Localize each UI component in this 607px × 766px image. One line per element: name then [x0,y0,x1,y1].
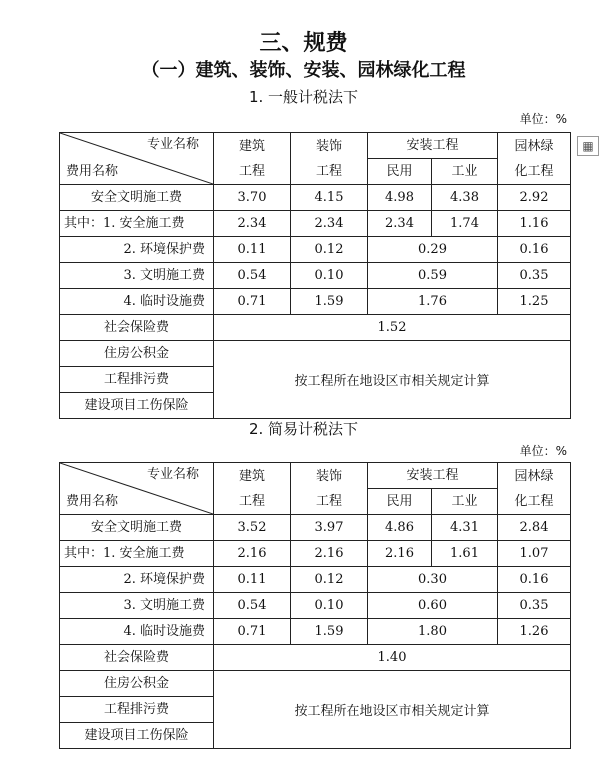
row-name: 建设项目工伤保险 [60,393,214,419]
row-name: 建设项目工伤保险 [60,723,214,749]
value-cell: 4.86 [368,515,432,541]
table-row [60,211,571,237]
value-cell: 0.35 [498,593,571,619]
value-cell: 4.98 [368,185,432,211]
row-name: 安全文明施工费 [60,185,214,211]
header-zhuangshi: 装饰 工程 [291,133,368,185]
header-zhuangshi: 装饰 工程 [291,463,368,515]
row-name: 工程排污费 [60,367,214,393]
fee-table [59,132,571,419]
row-name: 工程排污费 [60,697,214,723]
value-cell: 1.07 [498,541,571,567]
row-name: 住房公积金 [60,671,214,697]
value-cell: 2.16 [291,541,368,567]
header-anzhuang: 安装工程 [368,463,498,489]
row-name: 安全文明施工费 [60,515,214,541]
value-cell: 1.52 [214,315,571,341]
value-cell: 0.12 [291,567,368,593]
value-cell: 1.40 [214,645,571,671]
value-cell: 1.80 [368,619,498,645]
diagonal-header-cell [60,463,214,515]
table-row [60,645,571,671]
value-cell: 3.52 [214,515,291,541]
page-subtitle: （一）建筑、装饰、安装、园林绿化工程 [141,60,466,81]
table-row [60,289,571,315]
value-cell: 1.76 [368,289,498,315]
table-row [60,237,571,263]
header-yuanlin: 园林绿 化工程 [498,133,571,185]
table-header-row [60,133,571,159]
value-cell: 1.59 [291,619,368,645]
value-cell: 2.34 [368,211,432,237]
row-name: 2. 环境保护费 [60,237,214,263]
table-row [60,593,571,619]
table-row [60,315,571,341]
table-header-row [60,463,571,489]
header-gongye: 工业 [432,489,498,515]
value-cell: 0.10 [291,263,368,289]
table-row [60,541,571,567]
value-cell: 0.60 [368,593,498,619]
value-cell: 1.61 [432,541,498,567]
header-jianzhu: 建筑 工程 [214,463,291,515]
table-row [60,567,571,593]
value-cell: 4.38 [432,185,498,211]
value-cell: 0.59 [368,263,498,289]
value-cell: 1.59 [291,289,368,315]
table-row [60,341,571,367]
header-fee-label: 费用名称 [66,494,119,509]
value-cell: 2.16 [368,541,432,567]
value-cell: 0.35 [498,263,571,289]
page-title: 三、规费 [259,31,348,56]
value-cell: 0.10 [291,593,368,619]
value-cell: 2.84 [498,515,571,541]
value-cell: 1.74 [432,211,498,237]
value-cell: 1.16 [498,211,571,237]
row-name: 3. 文明施工费 [60,593,214,619]
row-name: 其中：1. 安全施工费 [60,211,214,237]
header-gongye: 工业 [432,159,498,185]
table-row [60,263,571,289]
value-cell: 4.15 [291,185,368,211]
row-name: 3. 文明施工费 [60,263,214,289]
row-name: 其中：1. 安全施工费 [60,541,214,567]
table-row [60,185,571,211]
value-cell: 3.70 [214,185,291,211]
row-name: 住房公积金 [60,341,214,367]
value-cell: 0.54 [214,593,291,619]
value-cell: 2.34 [214,211,291,237]
row-name: 4. 临时设施费 [60,289,214,315]
value-cell: 1.26 [498,619,571,645]
value-cell: 2.92 [498,185,571,211]
header-jianzhu: 建筑 工程 [214,133,291,185]
value-cell: 4.31 [432,515,498,541]
table-row [60,515,571,541]
unit-label: 单位：% [519,112,567,126]
value-cell: 0.16 [498,237,571,263]
header-anzhuang: 安装工程 [368,133,498,159]
value-cell: 0.30 [368,567,498,593]
value-cell: 0.29 [368,237,498,263]
row-name: 社会保险费 [60,645,214,671]
table-row [60,619,571,645]
diagonal-header-cell [60,133,214,185]
table-row [60,671,571,697]
row-name: 4. 临时设施费 [60,619,214,645]
value-cell: 3.97 [291,515,368,541]
header-yuanlin: 园林绿 化工程 [498,463,571,515]
value-cell: 0.16 [498,567,571,593]
local-rule-cell: 按工程所在地设区市相关规定计算 [214,341,571,419]
header-minyong: 民用 [368,489,432,515]
section-heading: 2. 简易计税法下 [248,420,359,438]
header-minyong: 民用 [368,159,432,185]
value-cell: 0.12 [291,237,368,263]
value-cell: 2.16 [214,541,291,567]
row-name: 2. 环境保护费 [60,567,214,593]
header-profession-label: 专业名称 [146,137,199,152]
section-heading: 1. 一般计税法下 [248,88,359,106]
value-cell: 0.11 [214,567,291,593]
row-name: 社会保险费 [60,315,214,341]
header-fee-label: 费用名称 [66,164,119,179]
table-icon[interactable]: ▦ [577,136,599,156]
unit-label: 单位：% [519,444,567,458]
value-cell: 2.34 [291,211,368,237]
value-cell: 0.11 [214,237,291,263]
value-cell: 0.71 [214,289,291,315]
header-profession-label: 专业名称 [146,467,199,482]
local-rule-cell: 按工程所在地设区市相关规定计算 [214,671,571,749]
value-cell: 0.54 [214,263,291,289]
value-cell: 1.25 [498,289,571,315]
fee-table [59,462,571,749]
value-cell: 0.71 [214,619,291,645]
